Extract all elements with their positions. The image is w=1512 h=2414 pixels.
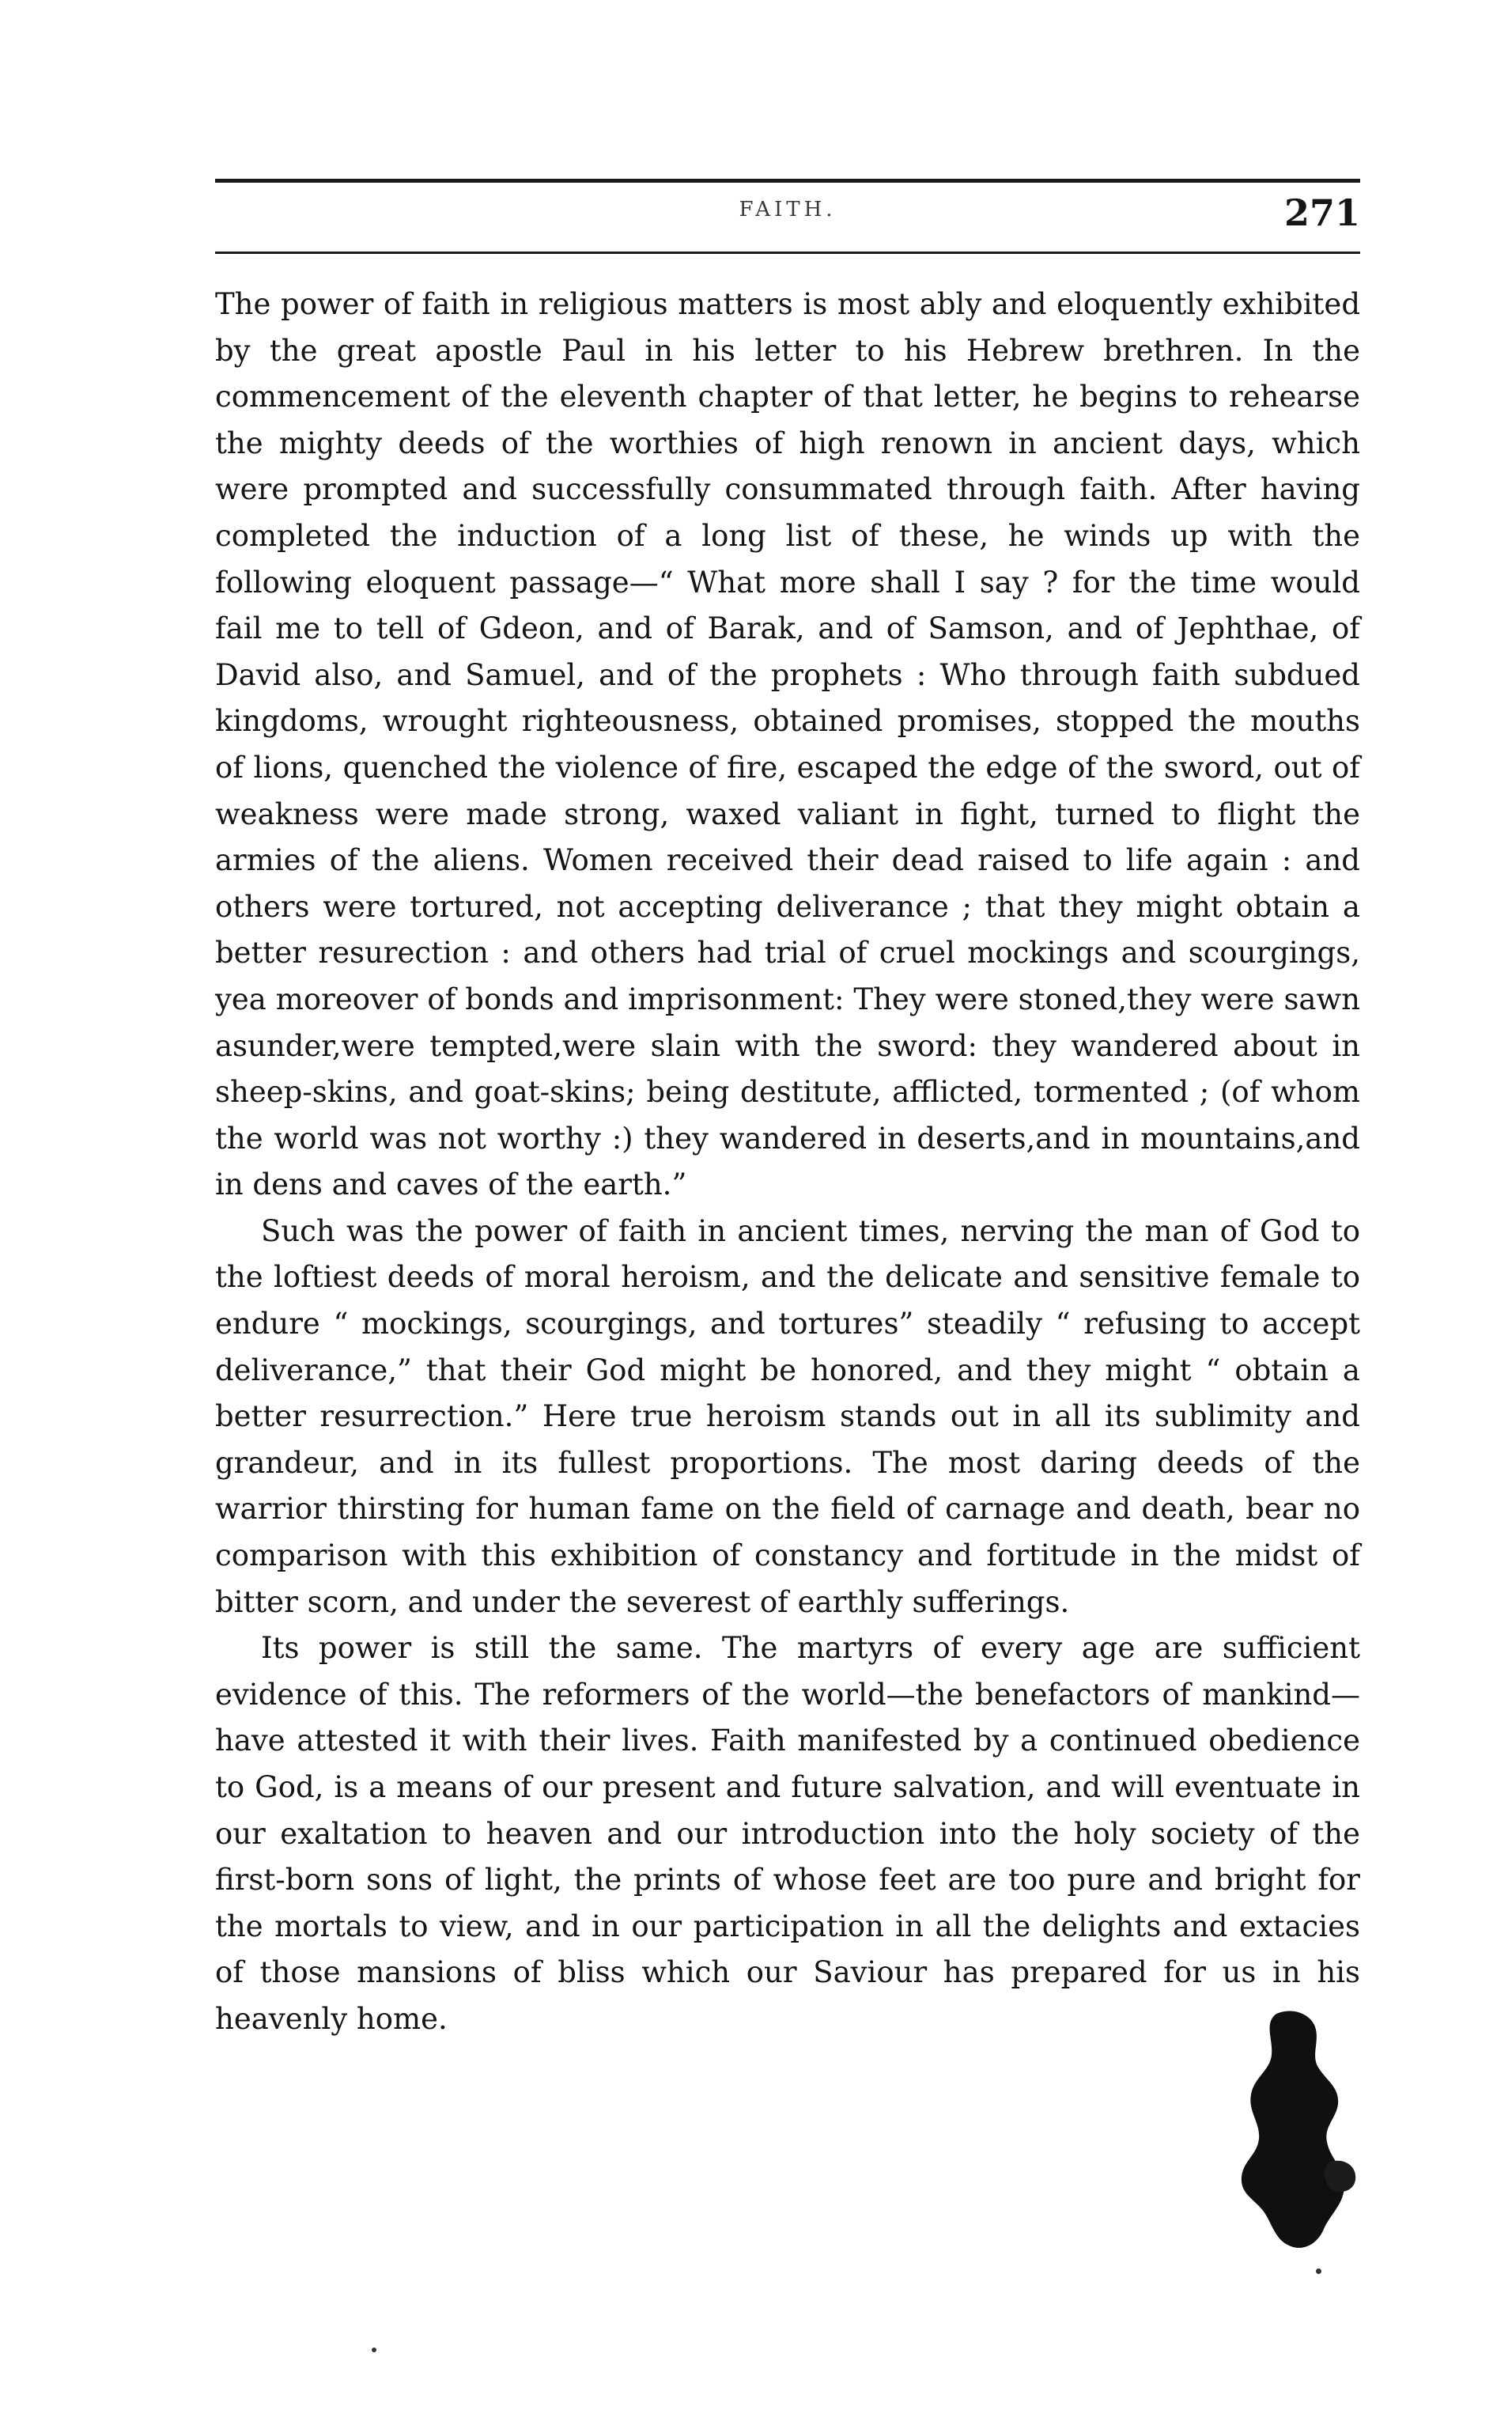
speck [1316,2268,1321,2274]
page-number: 271 [1283,191,1360,234]
paragraph-hebrews: The power of faith in religious matters is most ably and eloquently exhibited by the great apostle Paul in his letter to his Hebrew brethren. In the commencement of the eleventh chapter of that letter, he begins to rehearse the mighty deeds of the worthies of high renown in ancient days, which were prompted and successfully consummated through faith. After having completed the induction of a long list of these, he winds up with the following eloquent passage—“ What more shall I say ? for the time would fail me to tell of Gdeon, and of Barak, and of Samson, and of Jephthae, of David also, and Samuel, and of the prophets : Who through faith subdued kingdoms, wrought righteousness, obtained promises, stopped the mouths of lions, quenched the violence of fire, escaped the edge of the sword, out of weakness were made strong, waxed valiant in fight, turned to flight the armies of the aliens. Women received their dead raised to life again : and others were tortured, not accepting deliverance ; that they might obtain a better resurection : and others had trial of cruel mockings and scourgings, yea moreover of bonds and imprisonment: They were stoned,they were sawn asunder,were tempted,were slain with the sword: they wandered about in sheep-skins, and goat-skins; being destitute, afflicted, tormented ; (of whom the world was not worthy :) they wandered in deserts,and in mountains,and in dens and caves of the earth.” [215,287,1360,1202]
running-head [215,191,1360,239]
paragraph-present-power: Its power is still the same. The martyrs of every age are sufficient evidence of this. The reformers of the world—the benefactors of mankind—have attested it with their lives. Faith manifested by a continued obedience to God, is a means of our present and future salvation, and will eventuate in our exaltation to heaven and our introduction into the holy society of the first-born sons of light, the prints of whose feet are too pure and bright for the mortals to view, and in our participation in all the delights and extacies of those mansions of bliss which our Saviour has prepared for us in his heavenly home. [215,1631,1360,2036]
ink-blot [1235,2007,1362,2253]
running-title: FAITH. [739,198,837,221]
body-text [215,282,1360,2043]
header-rule-bottom [215,252,1360,254]
header-rule-top [215,179,1360,183]
speck [372,2348,376,2352]
paragraph-ancient-faith: Such was the power of faith in ancient times, nerving the man of God to the loftiest deeds of moral heroism, and the delicate and sensitive female to endure “ mockings, scourgings, and tortures” steadily “ refusing to accept deliverance,” that their God might be honored, and they might “ obtain a better resurrection.” Here true heroism stands out in all its sublimity and grandeur, and in its fullest proportions. The most daring deeds of the warrior thirsting for human fame on the field of carnage and death, bear no comparison with this exhibition of constancy and fortitude in the midst of bitter scorn, and under the severest of earthly sufferings. [215,1213,1360,1619]
